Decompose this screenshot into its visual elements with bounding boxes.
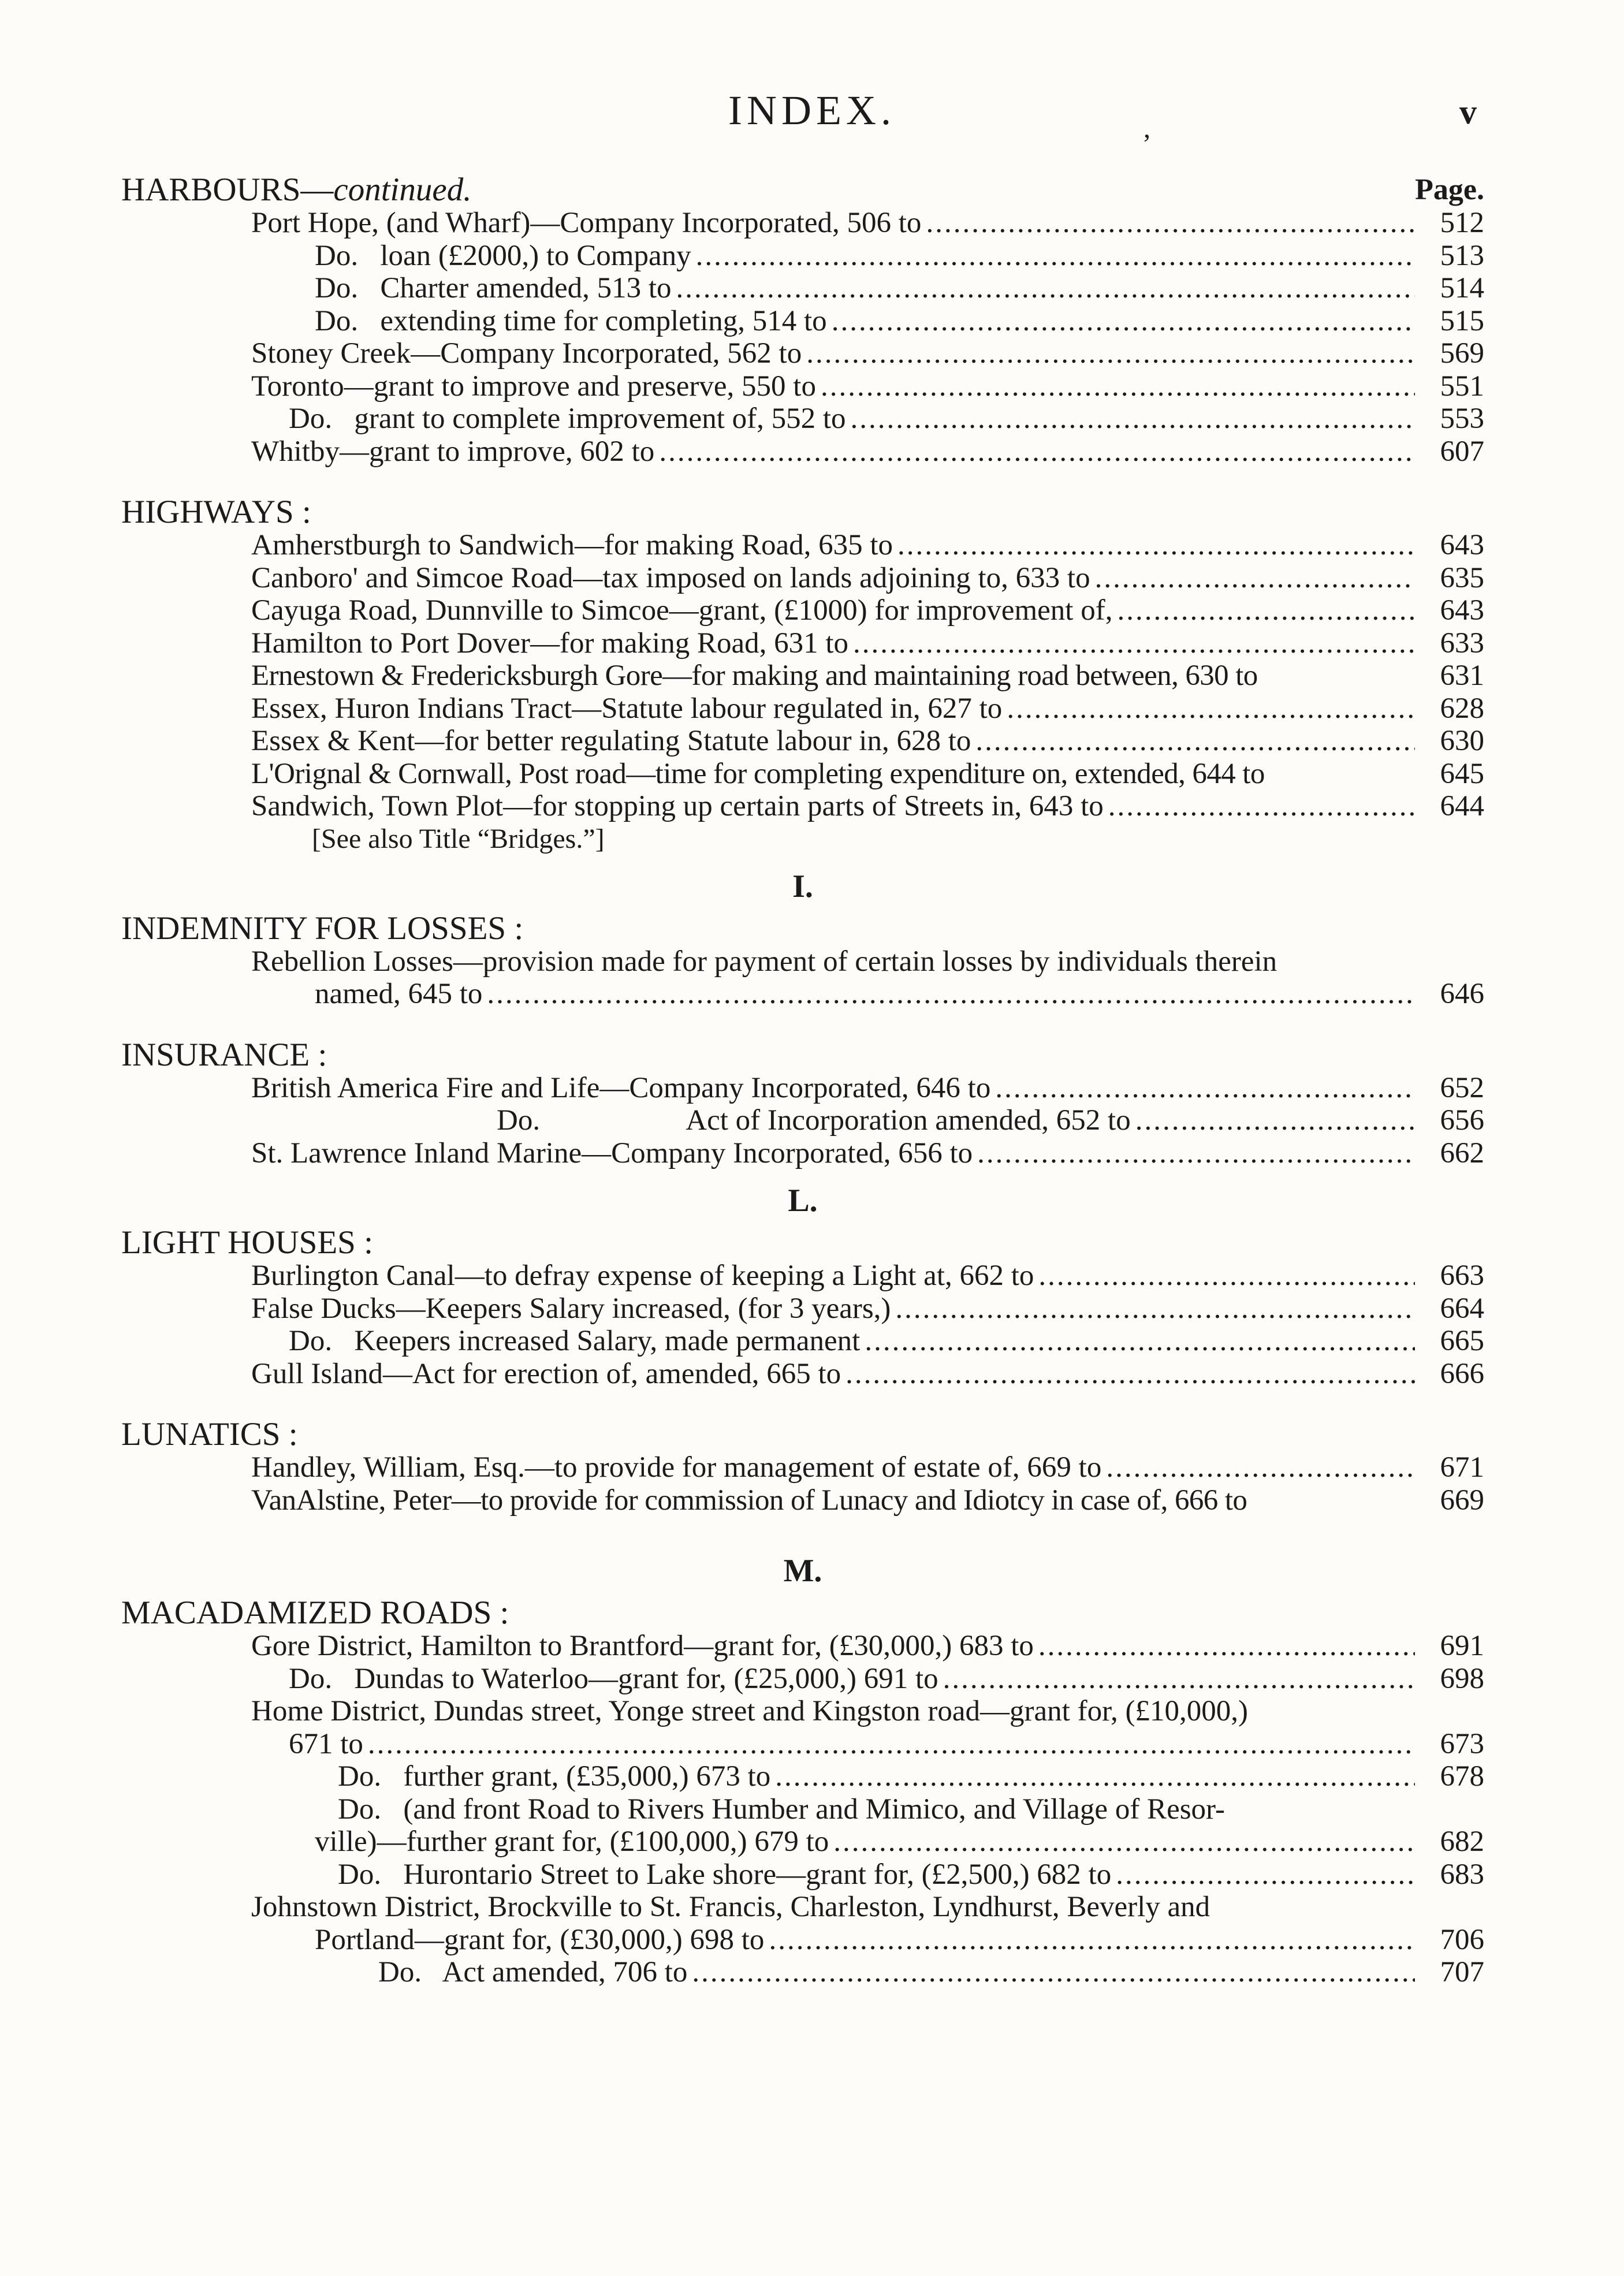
page-header: [0, 87, 1624, 144]
index-entry: Do. Act amended, 706 to ..... 707: [121, 1956, 1484, 1989]
index-entry: Sandwich, Town Plot—for stopping up certain parts of Streets in, 643 to ..... 644: [121, 790, 1484, 823]
index-entry-line: Johnstown District, Brockville to St. Francis, Charleston, Lyndhurst, Beverly and: [251, 1891, 1210, 1923]
letter-heading-i: I.: [792, 868, 813, 904]
index-entry: Amherstburgh to Sandwich—for making Road, 635 to ..... 643: [121, 529, 1484, 562]
index-entry-line: Home District, Dundas street, Yonge street and Kingston road—grant for, (£10,000,): [251, 1695, 1248, 1727]
index-entry: Do. Keepers increased Salary, made permanent ..... 665: [121, 1325, 1484, 1358]
index-entry: British America Fire and Life—Company Incorporated, 646 to ..... 652: [121, 1072, 1484, 1105]
index-entry: Do. Charter amended, 513 to ..... 514: [121, 272, 1484, 305]
index-entry: named, 645 to ..... 646: [121, 978, 1484, 1011]
index-entry: L'Orignal & Cornwall, Post road—time for completing expenditure on, extended, 644 to 645: [251, 757, 1484, 790]
highways-entries: [121, 529, 1484, 855]
index-entry: Do. further grant, (£35,000,) 673 to ..... 678: [121, 1760, 1484, 1793]
index-entry: Canboro' and Simcoe Road—tax imposed on lands adjoining to, 633 to ..... 635: [121, 562, 1484, 595]
index-entry: Hamilton to Port Dover—for making Road, 631 to ..... 633: [121, 627, 1484, 660]
index-entry: Do. extending time for completing, 514 to ..... 515: [121, 305, 1484, 338]
index-entry: Gull Island—Act for erection of, amended, 665 to ..... 666: [121, 1358, 1484, 1391]
harbours-entries: [121, 207, 1484, 468]
index-entry: Ernestown & Fredericksburgh Gore—for making and maintaining road between, 630 to 631: [251, 660, 1484, 692]
page-number: v: [1459, 93, 1477, 131]
section-heading-insurance: INSURANCE :: [121, 1036, 327, 1073]
index-entry: Do. Act of Incorporation amended, 652 to ..... 656: [121, 1104, 1484, 1137]
index-entry: Do. Hurontario Street to Lake shore—grant for, (£2,500,) 682 to ..... 683: [121, 1858, 1484, 1891]
index-entry: Do. grant to complete improvement of, 552 to ..... 553: [121, 403, 1484, 435]
index-entry: Portland—grant for, (£30,000,) 698 to ..... 706: [121, 1924, 1484, 1957]
lunatics-entries: [121, 1451, 1484, 1517]
index-entry: False Ducks—Keepers Salary increased, (for 3 years,) ..... 664: [121, 1292, 1484, 1325]
section-heading-indemnity: INDEMNITY FOR LOSSES :: [121, 910, 524, 947]
index-entry-line: Rebellion Losses—provision made for payment of certain losses by individuals therein: [251, 945, 1277, 978]
index-entry: Burlington Canal—to defray expense of keeping a Light at, 662 to ..... 663: [121, 1260, 1484, 1292]
index-entry: VanAlstine, Peter—to provide for commission of Lunacy and Idiotcy in case of, 666 to 669: [251, 1484, 1484, 1517]
index-entry: ville)—further grant for, (£100,000,) 679 to ..... 682: [121, 1826, 1484, 1858]
indemnity-entries: [121, 945, 1484, 1011]
index-entry: Do. loan (£2000,) to Company ..... 513: [121, 240, 1484, 273]
index-entry: Essex, Huron Indians Tract—Statute labour regulated in, 627 to ..... 628: [121, 692, 1484, 725]
index-entry: Stoney Creek—Company Incorporated, 562 to ..... 569: [121, 337, 1484, 370]
letter-heading-l: L.: [788, 1183, 818, 1219]
letter-heading-m: M.: [783, 1553, 822, 1589]
index-entry: St. Lawrence Inland Marine—Company Incorporated, 656 to ..... 662: [121, 1137, 1484, 1170]
light-houses-entries: [121, 1260, 1484, 1390]
page-column-label: Page.: [1415, 173, 1484, 206]
section-heading-macadamized-roads: MACADAMIZED ROADS :: [121, 1595, 509, 1631]
insurance-entries: [121, 1072, 1484, 1170]
index-entry: Gore District, Hamilton to Brantford—grant for, (£30,000,) 683 to ..... 691: [121, 1630, 1484, 1663]
index-entry: Toronto—grant to improve and preserve, 550 to ..... 551: [121, 370, 1484, 403]
index-entry-line: Do. (and front Road to Rivers Humber and Mimico, and Village of Resor-: [338, 1793, 1226, 1826]
macadamized-entries: [121, 1630, 1484, 1989]
index-entry: Cayuga Road, Dunnville to Simcoe—grant, (£1000) for improvement of, ..... 643: [121, 594, 1484, 627]
see-also-note: [See also Title “Bridges.”]: [312, 823, 605, 854]
index-entry: Handley, William, Esq.—to provide for management of estate of, 669 to ..... 671: [121, 1451, 1484, 1484]
section-heading-harbours: HARBOURS—continued. Page.: [121, 172, 1484, 208]
section-heading-lunatics: LUNATICS :: [121, 1416, 298, 1452]
section-heading-highways: HIGHWAYS :: [121, 494, 311, 530]
index-entry: Do. Dundas to Waterloo—grant for, (£25,000,) 691 to ..... 698: [121, 1663, 1484, 1696]
index-entry: 671 to ..... 673: [121, 1728, 1484, 1761]
index-entry: Port Hope, (and Wharf)—Company Incorporated, 506 to ..... 512: [121, 207, 1484, 240]
index-entry: Essex & Kent—for better regulating Statute labour in, 628 to ..... 630: [121, 725, 1484, 758]
section-heading-light-houses: LIGHT HOUSES :: [121, 1224, 373, 1261]
index-entry: Whitby—grant to improve, 602 to ..... 607: [121, 435, 1484, 468]
index-content: [121, 173, 1484, 1989]
page-title: INDEX.: [728, 87, 896, 133]
stray-mark: ,: [1143, 113, 1150, 144]
